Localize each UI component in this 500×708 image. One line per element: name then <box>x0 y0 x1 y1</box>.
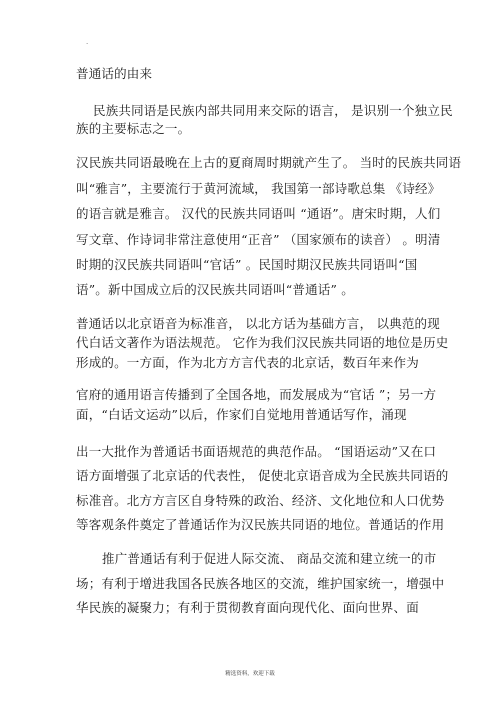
paragraph-2-line-5: 时期的汉民族共同语叫“官话” 。民国时期汉民族共同语叫“国 <box>76 257 418 272</box>
page-footer: 精选资料，欢迎下载 <box>225 671 275 677</box>
paragraph-4-line-1: 官府的通用语言传播到了全国各地，而发展成为“官话 ”；另一方 <box>76 387 437 402</box>
paragraph-5-line-2: 语方面增强了北京话的代表性， 促使北京语音成为全民族共同语的 <box>76 468 449 483</box>
paragraph-1-line-2: 族的主要标志之一。 <box>76 121 191 136</box>
paragraph-2-line-2: 叫“雅言”，主要流行于黄河流域， 我国第一部诗歌总集 《诗经》 <box>76 181 441 196</box>
paragraph-2-line-6: 语”。新中国成立后的汉民族共同语叫“普通话” 。 <box>76 282 354 297</box>
paragraph-6-line-3: 华民族的凝聚力；有利于贯彻教育面向现代化、面向世界、面 <box>76 600 419 615</box>
paragraph-2-line-4: 写文章、作诗词非常注意使用“正音” （国家颁布的读音） 。明清 <box>76 232 441 247</box>
paragraph-2-line-3: 的语言就是雅言。 汉代的民族共同语叫 “通语”。唐宋时期，人们 <box>76 206 441 221</box>
paragraph-6-line-2: 场；有利于增进我国各民族各地区的交流，维护国家统一，增强中 <box>76 576 445 591</box>
paragraph-5-line-1: 出一大批作为普通话书面语规范的典范作品。 “国语运动”又在口 <box>76 444 437 459</box>
paragraph-5-line-3: 标准音。北方方言区自身特殊的政治、经济、文化地位和人口优势 <box>76 493 445 508</box>
paragraph-1-line-1: 民族共同语是民族内部共同用来交际的语言， 是识别一个独立民 <box>93 103 453 118</box>
paragraph-2-line-1: 汉民族共同语最晚在上古的夏商周时期就产生了。 当时的民族共同语 <box>76 155 462 170</box>
paragraph-5-line-4: 等客观条件奠定了普通话作为汉民族共同语的地位。普通话的作用 <box>76 517 445 532</box>
paragraph-6-line-1: 推广普通话有利于促进人际交流、 商品交流和建立统一的市 <box>102 551 437 566</box>
document-title: 普通话的由来 <box>76 66 153 81</box>
top-mark: . <box>86 38 89 46</box>
paragraph-4-line-2: 面，“白话文运动”以后，作家们自觉地用普通话写作，涌现 <box>76 407 407 422</box>
paragraph-3-line-1: 普通话以北京语音为标准音， 以北方话为基础方言， 以典范的现 <box>76 316 440 331</box>
paragraph-3-line-2: 代白话文著作为语法规范。 它作为我们汉民族共同语的地位是历史 <box>76 335 449 350</box>
paragraph-3-line-3: 形成的。一方面，作为北方方言代表的北京话，数百年来作为 <box>76 355 419 370</box>
